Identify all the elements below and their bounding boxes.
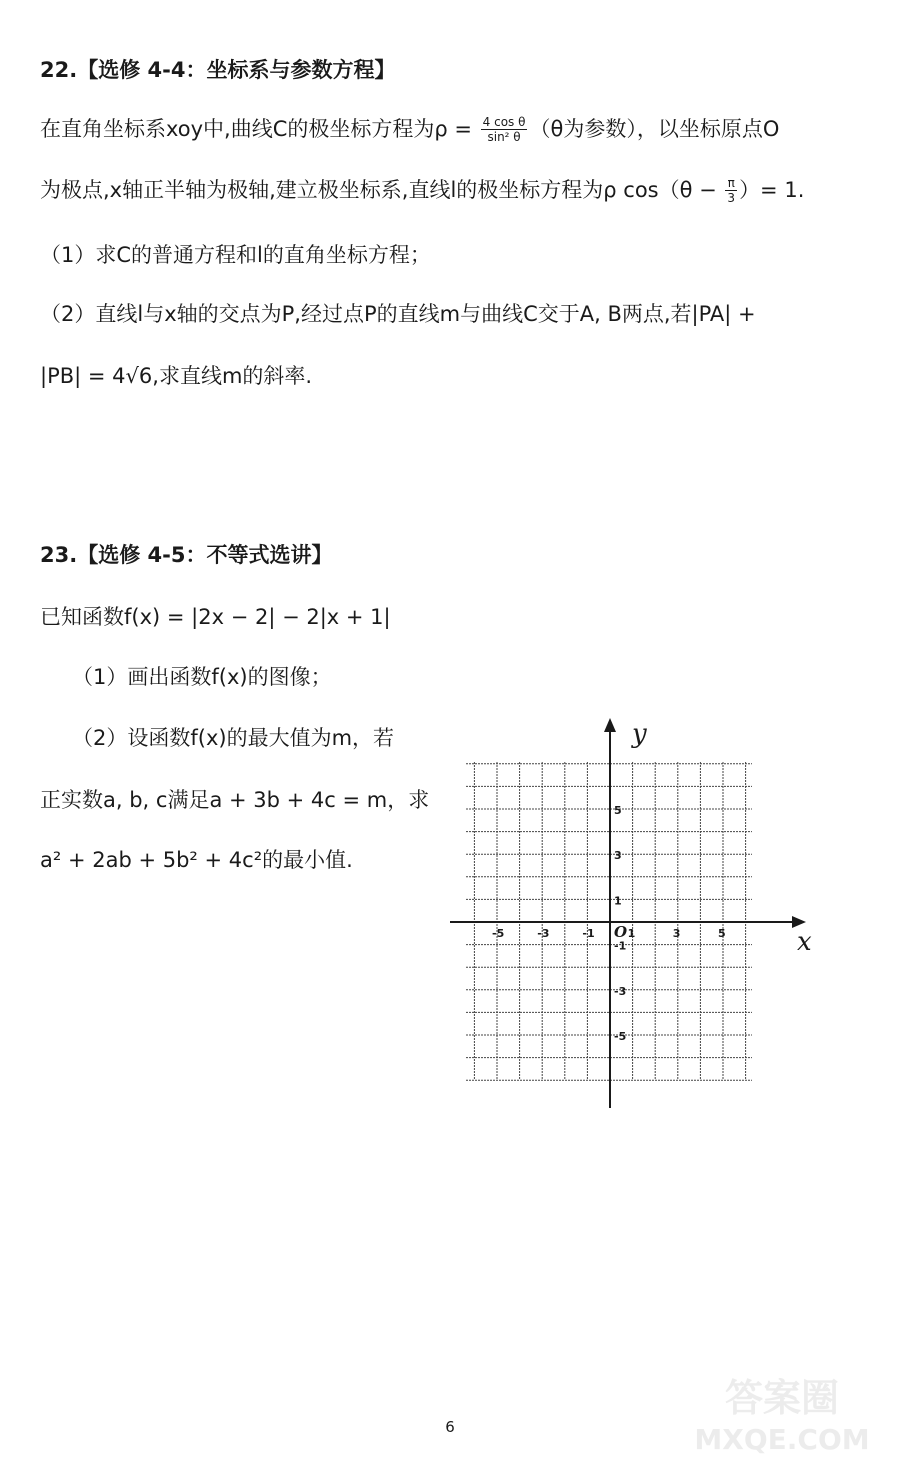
q22-line1 bbox=[40, 115, 779, 145]
y-tick-label: -3 bbox=[614, 984, 627, 998]
tick-labels bbox=[492, 804, 726, 1043]
q22-part2-line1: （2）直线l与x轴的交点为P,经过点P的直线m与曲线C交于A, B两点,若|PA| + bbox=[40, 302, 756, 326]
x-tick-label: 5 bbox=[718, 927, 726, 940]
axes bbox=[450, 718, 806, 1108]
rho-fraction-denominator: sin² θ bbox=[487, 130, 521, 145]
y-tick-label: 1 bbox=[614, 894, 622, 908]
x-tick-label: -1 bbox=[582, 927, 595, 940]
q22-line1-text-a: 在直角坐标系xoy中,曲线C的极坐标方程为ρ = bbox=[40, 116, 479, 141]
x-tick-label: -5 bbox=[492, 927, 505, 940]
q22-line2-text-b: ）= 1. bbox=[739, 177, 805, 202]
x-tick-label: -3 bbox=[537, 927, 550, 940]
pi-fraction-denominator: 3 bbox=[727, 191, 736, 206]
q22-line1-text-b: （θ为参数），以坐标原点O bbox=[529, 116, 780, 141]
watermark-logo bbox=[682, 1367, 882, 1457]
q23-title: 23.【选修 4-5：不等式选讲】 bbox=[40, 543, 333, 567]
y-tick-label: -5 bbox=[614, 1030, 627, 1043]
pi-fraction-numerator: π bbox=[725, 176, 737, 191]
page-number: 6 bbox=[445, 1418, 455, 1436]
q23-part1: （1）画出函数f(x)的图像； bbox=[72, 665, 332, 689]
x-tick-label: 3 bbox=[672, 927, 681, 940]
y-tick-label: 5 bbox=[614, 804, 622, 817]
y-axis-label: y bbox=[632, 719, 647, 749]
x-axis-label: x bbox=[797, 927, 812, 957]
q22-part1: （1）求C的普通方程和l的直角坐标方程； bbox=[40, 243, 431, 267]
q23-part2-line3: a² + 2ab + 5b² + 4c²的最小值. bbox=[40, 848, 353, 872]
pi-over-3-fraction bbox=[725, 176, 737, 206]
watermark-text-line2: MXQE.COM bbox=[694, 1423, 870, 1456]
q22-title: 22.【选修 4-4：坐标系与参数方程】 bbox=[40, 58, 396, 82]
watermark-text-line1: 答案圈 bbox=[724, 1376, 840, 1420]
y-axis-arrow bbox=[604, 718, 616, 732]
q23-part2-line2: 正实数a, b, c满足a + 3b + 4c = m，求 bbox=[40, 788, 430, 812]
rho-fraction bbox=[481, 115, 528, 145]
y-tick-label: -1 bbox=[614, 939, 627, 953]
q22-line2-text-a: 为极点,x轴正半轴为极轴,建立极坐标系,直线l的极坐标方程为ρ cos（θ − bbox=[40, 177, 724, 202]
q23-given: 已知函数f(x) = |2x − 2| − 2|x + 1| bbox=[40, 605, 391, 629]
y-tick-label: 3 bbox=[614, 849, 622, 863]
q22-part2-line2: |PB| = 4√6,求直线m的斜率. bbox=[40, 364, 313, 388]
rho-fraction-numerator: 4 cos θ bbox=[482, 115, 526, 129]
x-tick-label: 1 bbox=[627, 927, 636, 940]
origin-label: O bbox=[614, 923, 628, 941]
q22-line2 bbox=[40, 176, 804, 206]
q23-part2-line1: （2）设函数f(x)的最大值为m，若 bbox=[72, 726, 395, 750]
coordinate-grid bbox=[440, 710, 820, 1110]
